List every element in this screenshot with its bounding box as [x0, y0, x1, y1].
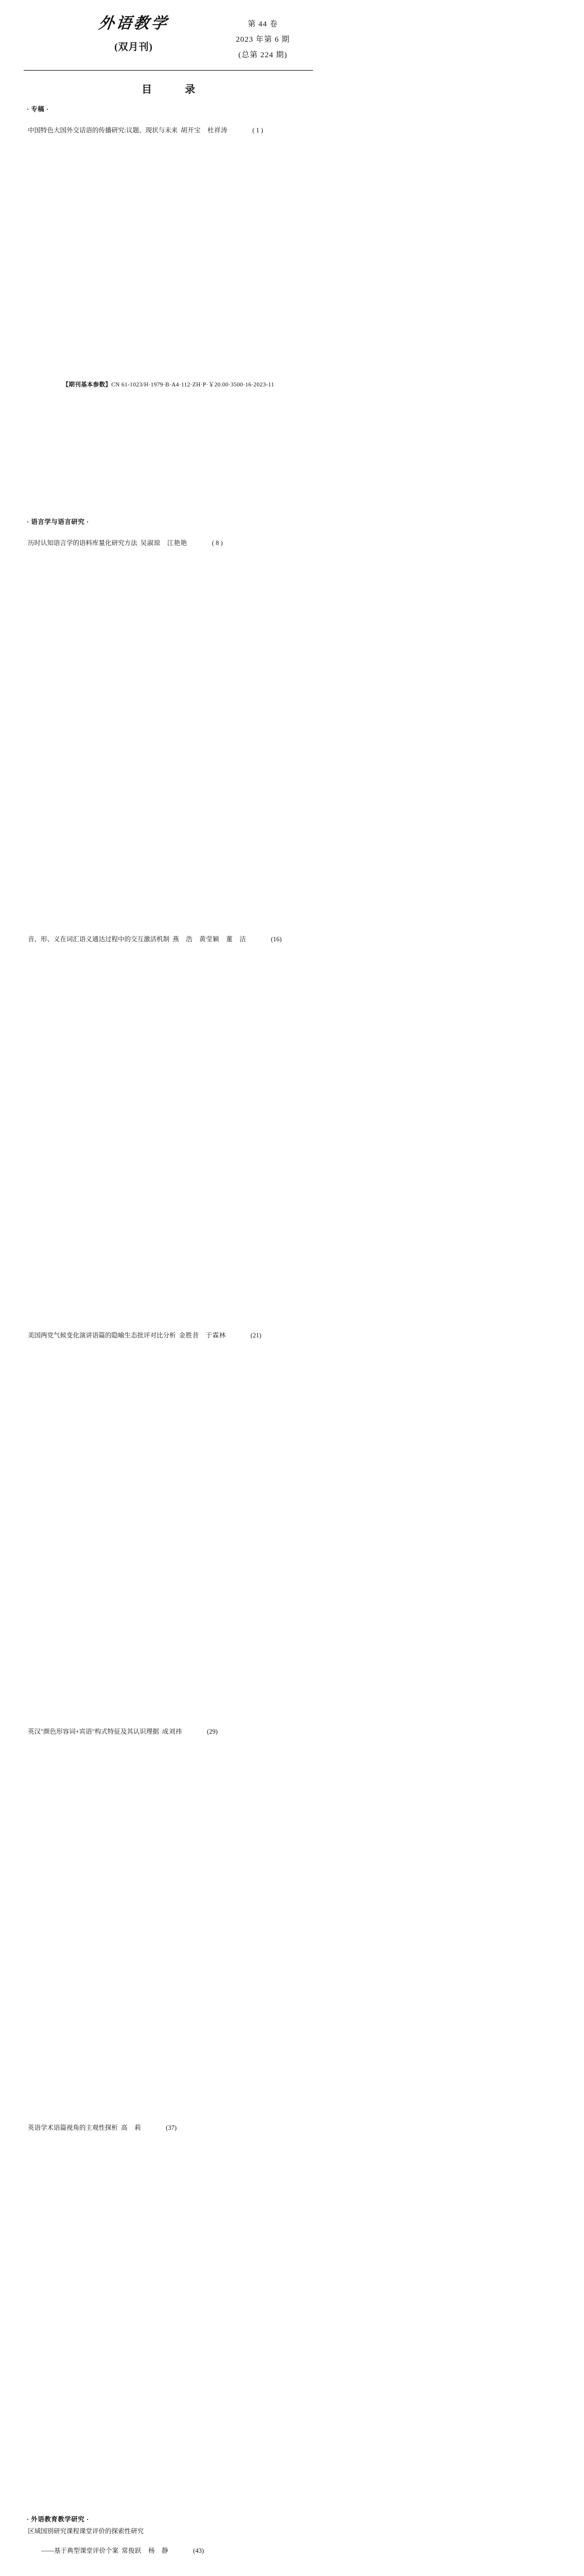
entry-authors: 高 莉 — [121, 2124, 142, 2131]
journal-parameters-label: 【期刊基本参数】 — [62, 382, 112, 388]
contents-section — [24, 104, 313, 512]
entry-title: 区域国别研究课程课堂评价的探索性研究 — [28, 2528, 144, 2535]
entry-authors: 胡开宝 杜祥涛 — [180, 127, 228, 134]
contents-list — [24, 104, 313, 2576]
entry-title: 音、形、义在词汇语义通达过程中的交互激活机制 — [28, 936, 170, 943]
section-heading-label: · 专稿 · — [27, 106, 49, 113]
entry-page-number: (21) — [250, 1332, 262, 1339]
contents-entry[interactable] — [41, 2537, 313, 2576]
entry-title: 历时认知语言学的语料库量化研究方法 — [28, 539, 138, 547]
entry-title: 英语学术语篇视角的主观性探析 — [28, 2124, 118, 2131]
issue-label: 2023 年第 6 期 — [236, 36, 290, 44]
entry-title: 美国两党气候变化演讲语篇的隐喻生态批评对比分析 — [28, 1332, 176, 1339]
page-title: 目 录 — [142, 84, 207, 95]
serial-label: (总第 224 期) — [238, 51, 287, 59]
masthead-divider — [24, 70, 313, 71]
entry-authors: 吴淑琼 江艳艳 — [140, 539, 187, 547]
section-heading — [27, 104, 313, 113]
entry-authors: 常俊跃 杨 静 — [122, 2547, 169, 2555]
masthead — [24, 9, 313, 63]
contents-entry[interactable] — [28, 116, 313, 512]
contents-entry[interactable] — [28, 2114, 313, 2510]
journal-title: 外语教学 — [97, 14, 170, 32]
entry-page-number: (37) — [166, 2124, 177, 2131]
volume-label: 第 44 卷 — [248, 20, 278, 28]
entry-page-number: ( 8 ) — [212, 539, 223, 547]
journal-parameters-footer — [0, 380, 337, 388]
journal-parameters-text: CN 61-1023/H·1979·B·A4·112·ZH·P·￥20.00·3500·16·2023-11 — [111, 382, 274, 388]
entry-page-number: (43) — [193, 2547, 204, 2555]
section-heading — [27, 2514, 313, 2523]
entry-authors: 金胜昔 于霖林 — [179, 1332, 226, 1339]
contents-entry[interactable] — [28, 1321, 313, 1717]
section-heading — [27, 517, 313, 526]
section-heading-label: · 语言学与语言研究 · — [27, 518, 89, 526]
masthead-right — [213, 14, 313, 63]
contents-entry[interactable] — [28, 2527, 313, 2536]
contents-section — [24, 517, 313, 2510]
masthead-left — [24, 14, 213, 53]
contents-section — [24, 2514, 313, 2576]
entry-page-number: (16) — [271, 936, 282, 943]
entry-title: ——基于典型课堂评价个案 — [41, 2547, 119, 2555]
section-heading-label: · 外语教育教学研究 · — [27, 2516, 89, 2523]
entry-authors: 燕 浩 黄莹颖 董 洁 — [173, 936, 247, 943]
entry-title: 英汉"颜色形容词+宾语"构式特征及其认识理据 — [28, 1728, 159, 1735]
entry-page-number: (29) — [207, 1728, 218, 1735]
entry-title: 中国特色大国外交话语的传播研究:议题、现状与未来 — [28, 127, 178, 134]
journal-subtitle: (双月刊) — [114, 42, 153, 53]
entry-authors: 成刘祎 — [162, 1728, 182, 1735]
contents-entry[interactable] — [28, 529, 313, 925]
contents-entry[interactable] — [28, 1718, 313, 2113]
entry-page-number: ( 1 ) — [252, 127, 263, 134]
contents-entry[interactable] — [28, 925, 313, 1321]
